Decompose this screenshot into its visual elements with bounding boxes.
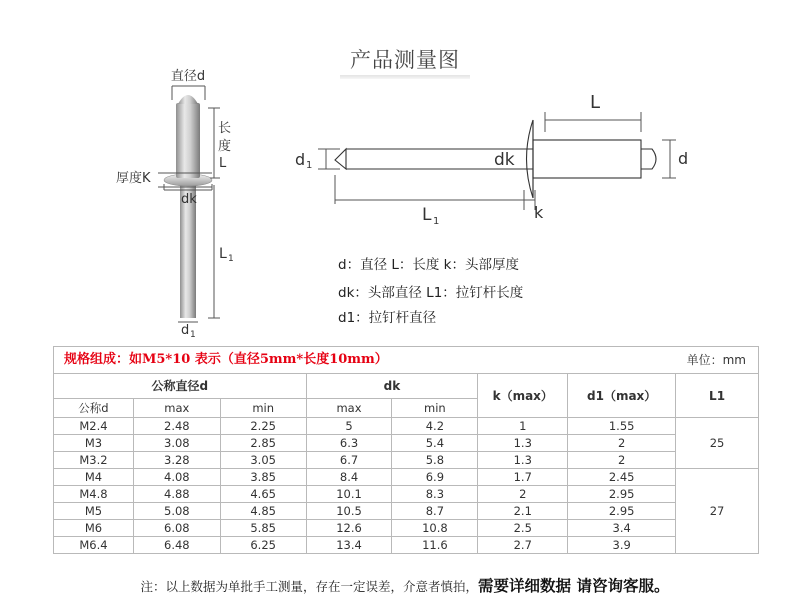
cell-d1: 1.55 <box>568 418 676 435</box>
rivet-body <box>176 103 200 178</box>
cell-k: 2 <box>478 486 568 503</box>
label-d1-right-sub: 1 <box>306 160 313 171</box>
cell-dkmin: 8.3 <box>392 486 478 503</box>
cell-d1: 2.95 <box>568 486 676 503</box>
cell-dmax: 5.08 <box>133 503 220 520</box>
table-row <box>54 520 759 537</box>
subheader-nominal-d: 公称d <box>54 399 134 418</box>
label-d1-left-sub: 1 <box>190 330 196 340</box>
table-row <box>54 435 759 452</box>
label-d1-left: d <box>181 323 190 338</box>
label-L1-right: L <box>422 205 432 225</box>
subheader-d-max: max <box>133 399 220 418</box>
label-L1-right-sub: 1 <box>433 216 440 227</box>
table-row <box>54 418 759 435</box>
cell-dmin: 3.05 <box>220 452 306 469</box>
cell-k: 1.3 <box>478 452 568 469</box>
cell-dkmax: 10.5 <box>306 503 392 520</box>
cell-d: M4.8 <box>54 486 134 503</box>
table-unit: 单位：mm <box>568 347 759 374</box>
cell-dkmin: 6.9 <box>392 469 478 486</box>
cell-dkmax: 5 <box>306 418 392 435</box>
header-L1: L1 <box>676 374 759 418</box>
label-L1-left-sub: 1 <box>228 254 234 264</box>
cell-dmax: 6.48 <box>133 537 220 554</box>
cell-d: M6.4 <box>54 537 134 554</box>
footer-note-emphasis: 需要详细数据 请咨询客服。 <box>478 577 670 595</box>
cell-d1: 2 <box>568 452 676 469</box>
table-header-row-1 <box>54 374 759 399</box>
cell-d: M5 <box>54 503 134 520</box>
cell-dmin: 6.25 <box>220 537 306 554</box>
table-row <box>54 486 759 503</box>
cell-dkmin: 5.8 <box>392 452 478 469</box>
label-k-right: k <box>534 203 544 222</box>
label-dk-left: dk <box>181 192 197 207</box>
cell-dmax: 6.08 <box>133 520 220 537</box>
table-row <box>54 452 759 469</box>
label-d1-right: d <box>295 150 306 169</box>
table-row <box>54 503 759 520</box>
subheader-d-min: min <box>220 399 306 418</box>
cell-k: 2.1 <box>478 503 568 520</box>
subheader-dk-min: min <box>392 399 478 418</box>
cell-dmax: 4.08 <box>133 469 220 486</box>
cell-d1: 2.95 <box>568 503 676 520</box>
subheader-dk-max: max <box>306 399 392 418</box>
cell-dmin: 4.85 <box>220 503 306 520</box>
cell-d1: 2.45 <box>568 469 676 486</box>
page-title: 产品测量图 <box>350 48 460 72</box>
cell-dmin: 4.65 <box>220 486 306 503</box>
table-row <box>54 537 759 554</box>
cell-d1: 3.9 <box>568 537 676 554</box>
cell-dmin: 3.85 <box>220 469 306 486</box>
cell-dkmax: 10.1 <box>306 486 392 503</box>
cell-d: M6 <box>54 520 134 537</box>
label-L1-left: L <box>219 246 227 262</box>
header-dk: dk <box>306 374 478 399</box>
label-length-L: L <box>219 156 227 171</box>
cell-dmax: 2.48 <box>133 418 220 435</box>
table-caption-row <box>54 347 759 374</box>
footer-note <box>0 574 810 596</box>
cell-L1-group-2: 27 <box>676 469 759 554</box>
cell-dmin: 2.25 <box>220 418 306 435</box>
label-diameter-d: 直径d <box>170 69 206 84</box>
header-nominal-diameter: 公称直径d <box>54 374 307 399</box>
label-dk-right: dk <box>494 150 515 170</box>
legend-line-2: dk：头部直径 L1：拉钉杆长度 <box>338 285 524 301</box>
cell-d: M4 <box>54 469 134 486</box>
label-length-char1: 长 <box>218 121 232 136</box>
legend-line-1: d：直径 L：长度 k：头部厚度 <box>338 257 519 273</box>
cell-dmax: 3.28 <box>133 452 220 469</box>
header-d1-max: d1（max） <box>568 374 676 418</box>
cell-k: 1 <box>478 418 568 435</box>
spec-table <box>53 346 759 554</box>
cell-d: M2.4 <box>54 418 134 435</box>
cell-d: M3.2 <box>54 452 134 469</box>
cell-dkmax: 6.3 <box>306 435 392 452</box>
cell-dkmin: 5.4 <box>392 435 478 452</box>
cell-dmin: 2.85 <box>220 435 306 452</box>
cell-k: 1.7 <box>478 469 568 486</box>
cell-k: 2.5 <box>478 520 568 537</box>
label-length-char2: 度 <box>218 139 232 154</box>
table-caption: 规格组成：如M5*10 表示（直径5mm*长度10mm） <box>54 347 568 374</box>
cell-dkmax: 6.7 <box>306 452 392 469</box>
cell-dkmin: 4.2 <box>392 418 478 435</box>
cell-dmin: 5.85 <box>220 520 306 537</box>
cell-dkmax: 8.4 <box>306 469 392 486</box>
label-L-right: L <box>590 92 601 113</box>
mandrel-head <box>178 95 198 104</box>
cell-dmax: 3.08 <box>133 435 220 452</box>
cell-dkmax: 13.4 <box>306 537 392 554</box>
label-d-right: d <box>678 149 689 168</box>
cell-dkmin: 8.7 <box>392 503 478 520</box>
cell-dmax: 4.88 <box>133 486 220 503</box>
cell-k: 1.3 <box>478 435 568 452</box>
cell-dkmin: 10.8 <box>392 520 478 537</box>
cell-d1: 3.4 <box>568 520 676 537</box>
header-k-max: k（max） <box>478 374 568 418</box>
cell-dkmin: 11.6 <box>392 537 478 554</box>
footer-note-text: 注：以上数据为单批手工测量，存在一定误差，介意者慎拍， <box>140 579 479 594</box>
legend-line-3: d1：拉钉杆直径 <box>338 310 437 326</box>
cell-k: 2.7 <box>478 537 568 554</box>
cell-d1: 2 <box>568 435 676 452</box>
label-thickness-k: 厚度K <box>116 171 151 186</box>
table-row <box>54 469 759 486</box>
cell-d: M3 <box>54 435 134 452</box>
cell-L1-group-1: 25 <box>676 418 759 469</box>
cell-dkmax: 12.6 <box>306 520 392 537</box>
